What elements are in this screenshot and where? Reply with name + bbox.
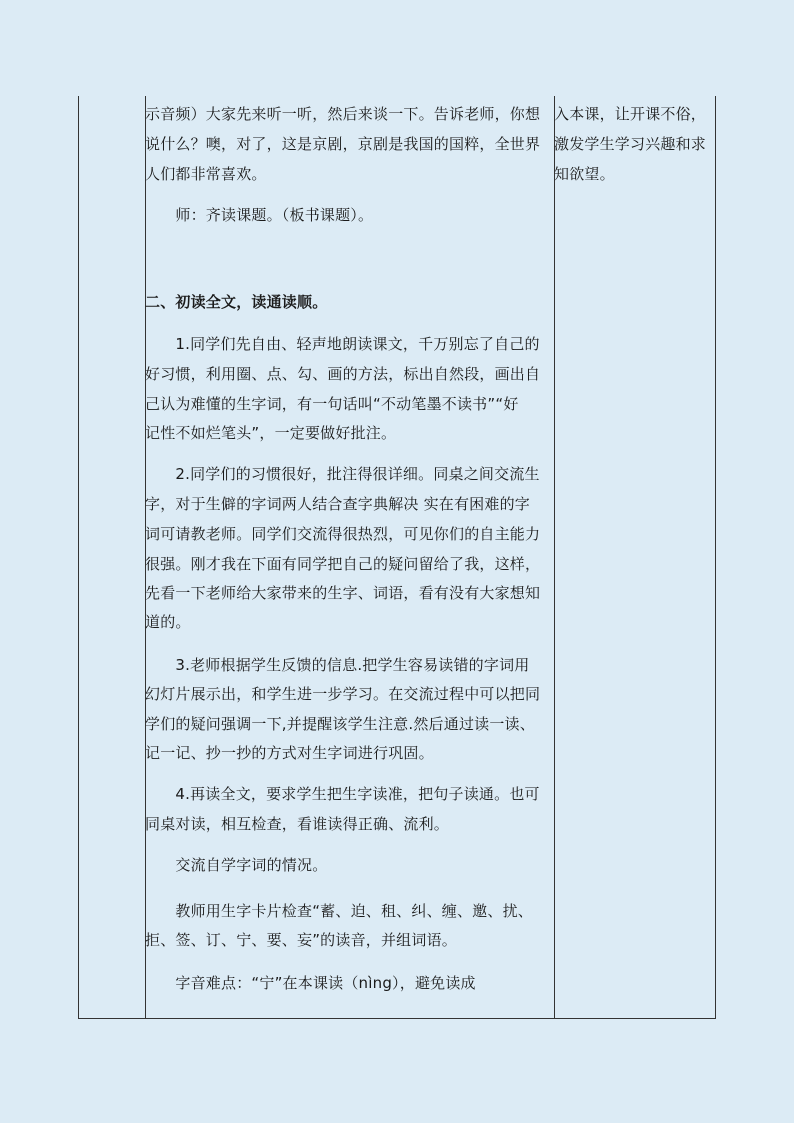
text-line: 说什么？噢，对了，这是京剧，京剧是我国的国粹，全世界 bbox=[145, 135, 541, 153]
text-line: 师：齐读课题。（板书课题）。 bbox=[145, 206, 374, 224]
text-line: 2.同学们的习惯很好，批注得很详细。同桌之间交流生 bbox=[145, 465, 540, 483]
text-line: 很强。刚才我在下面有同学把自己的疑问留给了我，这样， bbox=[145, 555, 541, 573]
text-line: 己认为难懂的生字词，有一句话叫“不动笔墨不读书”“好 bbox=[145, 395, 519, 413]
text-line: 幻灯片展示出，和学生进一步学习。在交流过程中可以把同 bbox=[145, 685, 541, 703]
section-heading: 二、初读全文，读通读顺。 bbox=[145, 293, 328, 311]
text-line: 字音难点：“宁”在本课读（nìng），避免读成 bbox=[145, 974, 476, 992]
text-line: 示音频）大家先来听一听，然后来谈一下。告诉老师，你想 bbox=[145, 105, 541, 123]
text-line: 4.再读全文，要求学生把生字读准，把句子读通。也可 bbox=[145, 785, 540, 803]
text-line: 先看一下老师给大家带来的生字、词语，看有没有大家想知 bbox=[145, 584, 541, 602]
text-line: 记一记、抄一抄的方式对生字词进行巩固。 bbox=[145, 744, 434, 762]
text-line: 交流自学字词的情况。 bbox=[145, 856, 328, 874]
column-divider-right bbox=[554, 96, 555, 1018]
text-line: 入本课，让开课不俗， bbox=[554, 105, 707, 123]
text-line: 1.同学们先自由、轻声地朗读课文，千万别忘了自己的 bbox=[145, 335, 540, 353]
text-line: 人们都非常喜欢。 bbox=[145, 165, 267, 183]
text-line: 知欲望。 bbox=[554, 165, 615, 183]
text-line: 好习惯，利用圈、点、勾、画的方法，标出自然段，画出自 bbox=[145, 365, 541, 383]
text-line: 道的。 bbox=[145, 613, 191, 631]
text-line: 同桌对读，相互检查，看谁读得正确、流利。 bbox=[145, 815, 450, 833]
text-line: 教师用生字卡片检查“蓄、迫、租、纠、缠、邀、扰、 bbox=[145, 902, 533, 920]
text-line: 字，对于生僻的字词两人结合查字典解决 实在有困难的字 bbox=[145, 495, 530, 513]
text-line: 激发学生学习兴趣和求 bbox=[554, 135, 707, 153]
text-line: 拒、签、订、宁、要、妄”的读音，并组词语。 bbox=[145, 931, 457, 949]
text-line: 记性不如烂笔头”，一定要做好批注。 bbox=[145, 424, 397, 442]
text-line: 学们的疑问强调一下,并提醒该学生注意.然后通过读一读、 bbox=[145, 715, 535, 733]
text-line: 词可请教老师。同学们交流得很热烈，可见你们的自主能力 bbox=[145, 525, 541, 543]
text-line: 3.老师根据学生反馈的信息.把学生容易读错的字词用 bbox=[145, 656, 530, 674]
